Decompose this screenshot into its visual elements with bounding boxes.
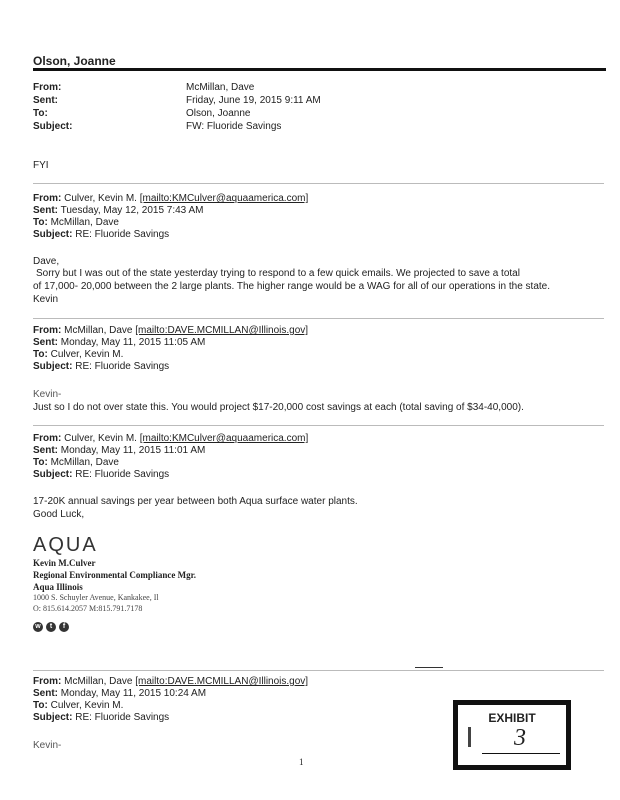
divider [33,318,604,319]
divider [33,425,604,426]
to-value: McMillan, Dave [50,217,119,228]
signature-name: Kevin M.Culver [33,558,96,568]
subject-label: Subject: [33,469,73,480]
subject-label: Subject: [33,712,73,723]
website-icon[interactable]: w [33,622,43,632]
sent-value: Friday, June 19, 2015 9:11 AM [186,95,321,106]
mailto-link[interactable]: [mailto:DAVE.MCMILLAN@Illinois.gov] [135,676,309,687]
mailto-link[interactable]: [mailto:KMCulver@aquaamerica.com] [139,193,309,204]
from-label: From: [33,325,62,336]
sent-line [33,688,206,700]
body-line: Just so I do not over state this. You would project $17-20,000 cost savings at each (total saving of $34-40,000). [33,402,524,413]
from-label: From: [33,676,62,687]
to-label: To: [33,457,48,468]
to-label: To: [33,349,48,360]
signature-phones: O: 815.614.2057 M:815.791.7178 [33,604,143,613]
divider-mark [415,667,443,668]
sent-label: Sent: [33,205,58,216]
sent-label: Sent: [33,445,58,456]
title-rule [33,68,606,71]
to-value: Olson, Joanne [186,108,251,119]
subject-line [33,469,169,481]
body-line: Sorry but I was out of the state yesterday trying to respond to a few quick emails. We projected to save a total [36,268,520,279]
from-label: From: [33,82,62,93]
sent-label: Sent: [33,95,58,106]
to-line [33,457,119,469]
subject-label: Subject: [33,229,73,240]
subject-value: RE: Fluoride Savings [75,229,170,240]
from-name: McMillan, Dave [64,325,133,336]
from-label: From: [33,193,62,204]
from-name: McMillan, Dave [64,676,133,687]
body-greeting: Dave, [33,256,60,267]
page-number: 1 [299,757,304,767]
sent-value: Monday, May 11, 2015 11:05 AM [60,337,206,348]
body-greeting: Kevin- [33,389,62,400]
exhibit-underline [482,753,560,754]
exhibit-number: 3 [514,725,526,751]
subject-line [33,361,169,373]
twitter-icon[interactable]: t [46,622,56,632]
divider [33,670,604,671]
subject-value: RE: Fluoride Savings [75,361,170,372]
subject-value: RE: Fluoride Savings [75,469,170,480]
exhibit-side-mark [468,727,471,747]
subject-value: FW: Fluoride Savings [186,121,282,132]
sent-value: Monday, May 11, 2015 10:24 AM [60,688,207,699]
to-label: To: [33,700,48,711]
to-label: To: [33,217,48,228]
signature-title: Regional Environmental Compliance Mgr. [33,570,197,580]
from-value: McMillan, Dave [186,82,255,93]
exhibit-label: EXHIBIT [488,711,536,725]
sent-line [33,337,205,349]
mailto-link[interactable]: [mailto:KMCulver@aquaamerica.com] [139,433,309,444]
from-line [33,433,308,445]
sent-label: Sent: [33,688,58,699]
sent-label: Sent: [33,337,58,348]
subject-value: RE: Fluoride Savings [75,712,170,723]
to-line [33,700,123,712]
to-value: McMillan, Dave [50,457,119,468]
divider [33,183,604,184]
fyi-text: FYI [33,160,49,171]
subject-label: Subject: [33,121,73,132]
to-line [33,349,123,361]
aqua-logo: AQUA [33,534,98,556]
body-greeting: Kevin- [33,740,62,751]
sent-value: Monday, May 11, 2015 11:01 AM [60,445,206,456]
from-name: Culver, Kevin M. [64,193,137,204]
signature-company: Aqua Illinois [33,582,83,592]
social-icons [33,615,72,633]
to-label: To: [33,108,48,119]
subject-line [33,712,169,724]
page-title: Olson, Joanne [33,54,116,68]
from-line [33,676,308,688]
body-line: 17-20K annual savings per year between both Aqua surface water plants. [33,496,358,507]
facebook-icon[interactable]: f [59,622,69,632]
body-signoff: Kevin [33,294,59,305]
from-name: Culver, Kevin M. [64,433,137,444]
from-line [33,193,308,205]
sent-line [33,205,203,217]
to-line [33,217,119,229]
to-value: Culver, Kevin M. [50,700,124,711]
exhibit-stamp [453,700,571,770]
mailto-link[interactable]: [mailto:DAVE.MCMILLAN@Illinois.gov] [135,325,309,336]
signature-address: 1000 S. Schuyler Avenue, Kankakee, Il [33,593,159,602]
from-line [33,325,308,337]
subject-label: Subject: [33,361,73,372]
sent-line [33,445,205,457]
from-label: From: [33,433,62,444]
to-value: Culver, Kevin M. [50,349,124,360]
body-line: of 17,000- 20,000 between the 2 large plants. The higher range would be a WAG for all of our operations in the state. [33,281,550,292]
sent-value: Tuesday, May 12, 2015 7:43 AM [60,205,204,216]
subject-line [33,229,169,241]
body-signoff: Good Luck, [33,509,85,520]
